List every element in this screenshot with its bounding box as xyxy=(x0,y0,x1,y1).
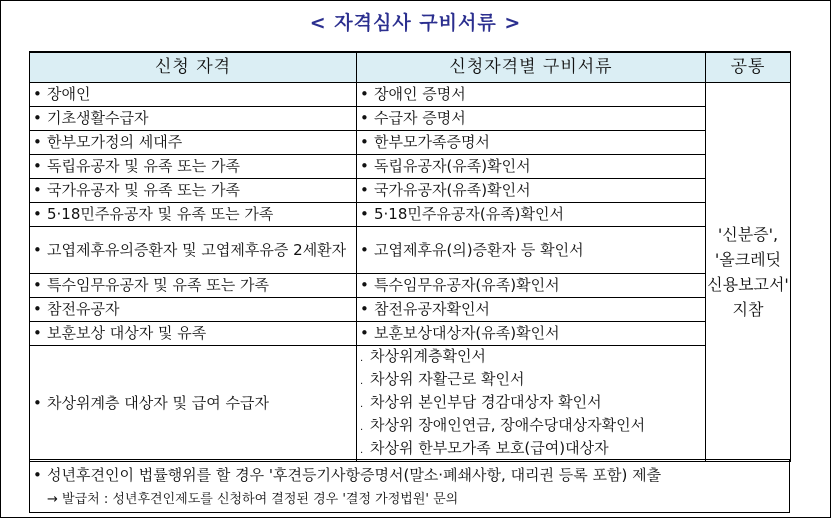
qualification-cell: • 한부모가정의 세대주 xyxy=(30,131,357,155)
header-documents: 신청자격별 구비서류 xyxy=(357,52,706,83)
qualification-cell: • 보훈보상 대상자 및 유족 xyxy=(30,322,357,346)
bullet: • xyxy=(33,466,42,484)
bullet: • xyxy=(360,133,369,151)
document-cell: • 고엽제후유(의)증환자 등 확인서 xyxy=(357,227,706,274)
table-row xyxy=(30,274,791,298)
table-row xyxy=(30,227,791,274)
qualification-cell: • 독립유공자 및 유족 또는 가족 xyxy=(30,155,357,179)
bullet: • xyxy=(360,240,369,259)
table-row xyxy=(30,131,791,155)
common-cell: '신분증', '올크레딧 신용보고서' 지참 xyxy=(706,83,791,462)
bullet: • xyxy=(33,85,42,103)
qualification-cell: • 기초생활수급자 xyxy=(30,107,357,131)
bullet: • xyxy=(360,276,369,294)
list-item: . 차상위 한부모가족 보호(급여)대상자 xyxy=(360,439,609,457)
document-cell: • 특수임무유공자(유족)확인서 xyxy=(357,274,706,298)
bullet: • xyxy=(360,300,369,318)
bullet: • xyxy=(360,85,369,103)
document-cell: • 한부모가족증명서 xyxy=(357,131,706,155)
header-common: 공통 xyxy=(706,52,791,83)
documents-table xyxy=(29,51,791,462)
table-row xyxy=(30,298,791,322)
qualification-cell: • 장애인 xyxy=(30,83,357,107)
bullet: • xyxy=(33,240,42,259)
table-header-row xyxy=(30,52,791,83)
bullet: • xyxy=(360,205,369,223)
bullet: • xyxy=(360,181,369,199)
bullet: • xyxy=(33,394,42,412)
bullet: • xyxy=(33,157,42,175)
document-cell: • 독립유공자(유족)확인서 xyxy=(357,155,706,179)
table-row xyxy=(30,179,791,203)
table-row xyxy=(30,346,791,462)
bullet: • xyxy=(360,324,369,342)
document-cell: • 장애인 증명서 xyxy=(357,83,706,107)
table-row xyxy=(30,203,791,227)
bullet: • xyxy=(33,300,42,318)
page-title: < 자격심사 구비서류 > xyxy=(309,12,522,34)
footer-line-2: → 발급처 : 성년후견인제도를 신청하여 결정된 경우 '결정 가정법원' 문의 xyxy=(47,492,459,507)
document-cell: • 국가유공자(유족)확인서 xyxy=(357,179,706,203)
qualification-cell: • 차상위계층 대상자 및 급여 수급자 xyxy=(30,346,357,462)
table-row xyxy=(30,83,791,107)
footer-note xyxy=(29,459,790,513)
bullet: • xyxy=(360,157,369,175)
list-item: . 차상위 장애인연금, 장애수당대상자확인서 xyxy=(360,416,646,434)
bullet: • xyxy=(33,181,42,199)
header-qualification: 신청 자격 xyxy=(30,52,357,83)
document-cell: • 보훈보상대상자(유족)확인서 xyxy=(357,322,706,346)
list-item: . 차상위 자활근로 확인서 xyxy=(360,370,525,388)
table-row xyxy=(30,107,791,131)
list-item: . 차상위 본인부담 경감대상자 확인서 xyxy=(360,393,602,411)
qualification-cell: • 고엽제후유의증환자 및 고엽제후유증 2세환자 xyxy=(30,227,357,274)
bullet: • xyxy=(360,109,369,127)
footer-line-1: • 성년후견인이 법률행위를 할 경우 '후견등기사항증명서(말소·폐쇄사항, 대리권 등록 포함) 제출 xyxy=(33,466,662,484)
table-row xyxy=(30,322,791,346)
bullet: • xyxy=(33,276,42,294)
bullet: • xyxy=(33,109,42,127)
qualification-cell: • 특수임무유공자 및 유족 또는 가족 xyxy=(30,274,357,298)
document-cell: • 5·18민주유공자(유족)확인서 xyxy=(357,203,706,227)
bullet: • xyxy=(33,324,42,342)
list-item: . 차상위계층확인서 xyxy=(360,347,486,365)
qualification-cell: • 5·18민주유공자 및 유족 또는 가족 xyxy=(30,203,357,227)
bullet: • xyxy=(33,205,42,223)
document-list-cell xyxy=(357,346,706,462)
qualification-cell: • 국가유공자 및 유족 또는 가족 xyxy=(30,179,357,203)
bullet: • xyxy=(33,133,42,151)
document-cell: • 참전유공자확인서 xyxy=(357,298,706,322)
document-cell: • 수급자 증명서 xyxy=(357,107,706,131)
qualification-cell: • 참전유공자 xyxy=(30,298,357,322)
table-row xyxy=(30,155,791,179)
